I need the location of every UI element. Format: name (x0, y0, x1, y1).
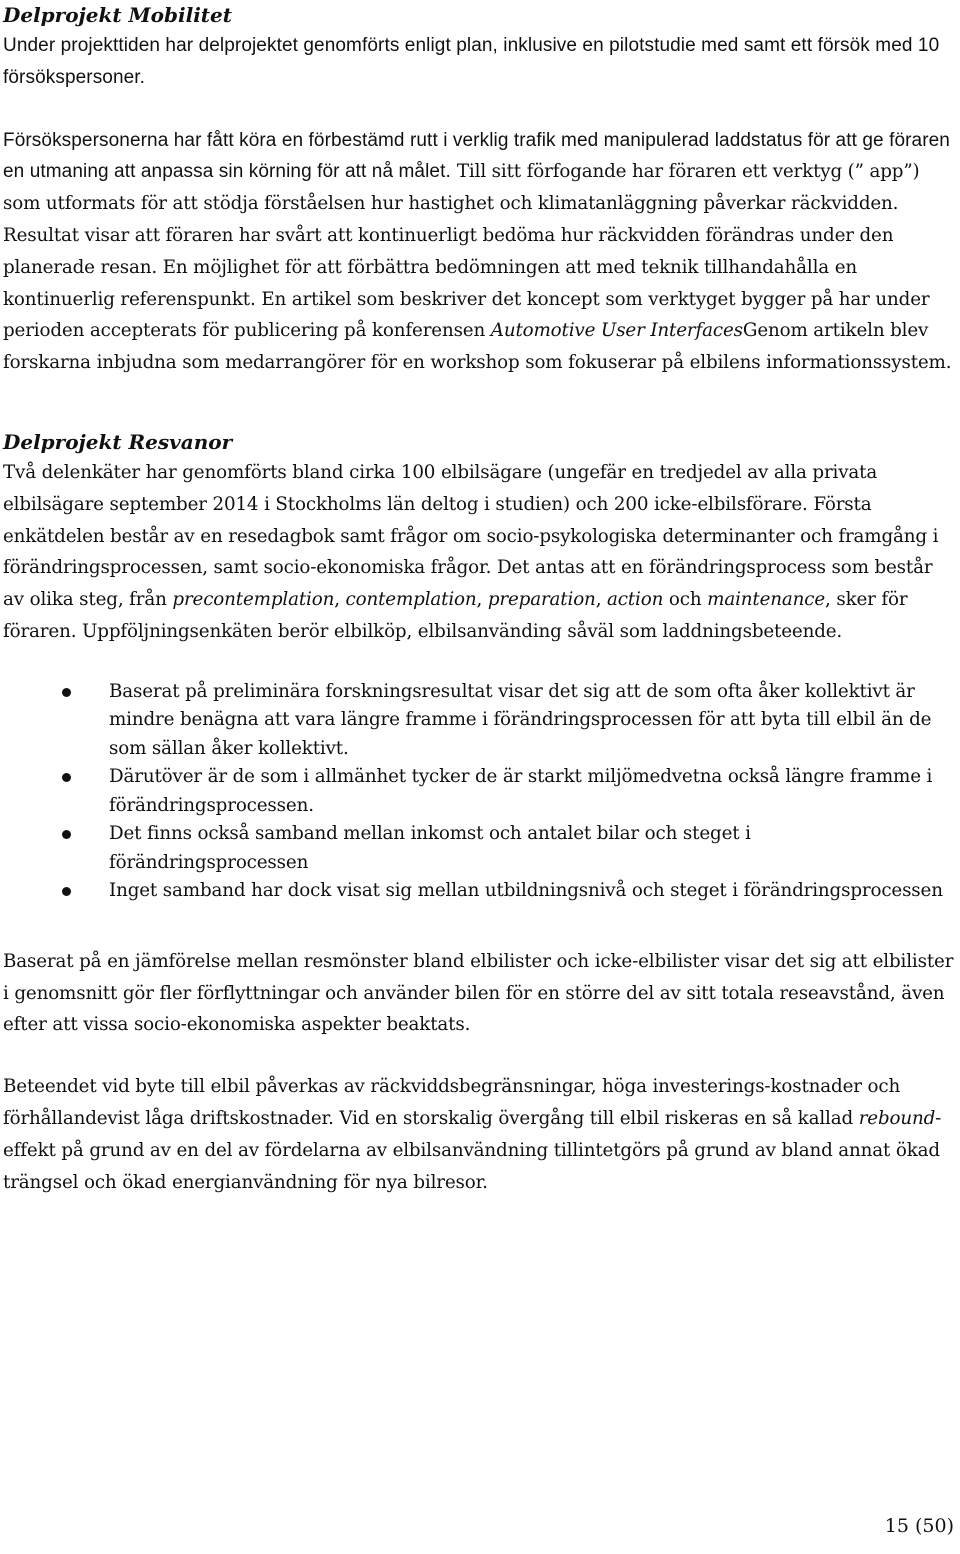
separator: , (476, 589, 488, 611)
paragraph-mobilitet-intro: Under projekttiden har delprojektet genomförts enligt plan, inklusive en pilotstudie med samt ett försök med 10 försökspersoner. (3, 35, 940, 88)
list-item (3, 820, 955, 877)
stage-term: preparation (487, 589, 596, 611)
list-item-text: Därutöver är de som i allmänhet tycker de är starkt miljömedvetna också längre framme i förändringsprocessen. (109, 766, 933, 816)
paragraph-text: , sker för föraren. Uppföljningsenkäten berör elbilköp, elbilsanvänding såväl som laddningsbeteende. (3, 589, 908, 642)
conference-name: Automotive User Interfaces (490, 320, 743, 342)
separator: , (334, 589, 346, 611)
findings-list (3, 678, 955, 906)
stage-term: contemplation (345, 589, 477, 611)
list-item (3, 763, 955, 820)
paragraph-behaviour (3, 1071, 955, 1198)
stage-term: precontemplation (172, 589, 335, 611)
list-item (3, 678, 955, 764)
rebound-term: rebound (858, 1107, 936, 1129)
paragraph-text: -effekt på grund av en del av fördelarna av elbilsanvändning tillintetgörs på grund av bland annat ökad trängsel och ökad energianvändning för nya bilresor. (3, 1107, 942, 1193)
paragraph-text: Beteendet vid byte till elbil påverkas av räckviddsbegränsningar, höga investerings-kostnader och förhållandevist låga driftskostnader. Vid en storskalig övergång till elbil riskeras en så kallad (3, 1076, 901, 1129)
list-item-text: Inget samband har dock visat sig mellan utbildningsnivå och steget i förändringsprocessen (109, 880, 943, 902)
paragraph-text: Till sitt förfogande har föraren ett verktyg (” app”) som utformats för att stödja förståelsen hur hastighet och klimatanläggning påverkar räckvidden. Resultat visar att föraren har svårt att kontinuerligt bedöma hur räckvidden förändras under den planerade resan. En möjlighet för att förbättra bedömningen att med teknik tillhandahålla en kontinuerlig referenspunkt. En artikel som beskriver det koncept som verktyget bygger på har under perioden accepterats för publicering på konferensen (3, 161, 930, 342)
paragraph-mobilitet-results (3, 125, 955, 379)
document-page (3, 0, 955, 1198)
stage-term: maintenance (707, 589, 826, 611)
spacer (3, 379, 955, 427)
section-heading-resvanor: Delprojekt Resvanor (3, 429, 233, 454)
paragraph-resvanor-survey (3, 457, 955, 648)
separator: , (595, 589, 608, 611)
bullet-icon (62, 773, 71, 782)
paragraph-travel-patterns: Baserat på en jämförelse mellan resmönster bland elbilister och icke-elbilister visar det sig att elbilister i genomsnitt gör fler förflyttningar och använder bilen för en större del av sitt totala reseavstånd, även efter att vissa socio-ekonomiska aspekter beaktats. (3, 950, 954, 1036)
spacer (3, 94, 955, 125)
bullet-icon (62, 887, 71, 896)
stage-term: action (607, 589, 664, 611)
list-item-text: Baserat på preliminära forskningsresultat visar det sig att de som ofta åker kollektivt är mindre benägna att vara längre framme i förändringsprocessen för att byta till elbil än de som sällan åker kollektivt. (109, 680, 932, 759)
spacer (3, 1041, 955, 1071)
spacer (3, 906, 955, 946)
separator: och (663, 589, 708, 611)
section-heading-mobilitet: Delprojekt Mobilitet (3, 3, 233, 27)
paragraph-text: Försökspersonerna har fått köra en förbestämd rutt i verklig trafik med manipulerad laddstatus för att ge föraren en utmaning att anpassa sin körning för att nå målet. (3, 129, 950, 183)
bullet-icon (62, 830, 71, 839)
paragraph-text: Två delenkäter har genomförts bland cirka 100 elbilsägare (ungefär en tredjedel av alla privata elbilsägare september 2014 i Stockholms län deltog i studien) och 200 icke-elbilsförare. Första enkätdelen består av en resedagbok samt frågor om socio-psykologiska determinanter och framgång i förändringsprocessen, samt socio-ekonomiska frågor. Det antas att en förändringsprocess som består av olika steg, från (3, 461, 939, 611)
list-item-text: Det finns också samband mellan inkomst och antalet bilar och steget i förändringsprocessen (109, 823, 751, 873)
list-item (3, 877, 955, 906)
spacer (3, 648, 955, 678)
bullet-icon (62, 688, 71, 697)
paragraph-text: Genom artikeln blev forskarna inbjudna som medarrangörer för en workshop som fokuserar på elbilens informationssystem. (3, 320, 952, 374)
page-number: 15 (50) (884, 1515, 954, 1537)
